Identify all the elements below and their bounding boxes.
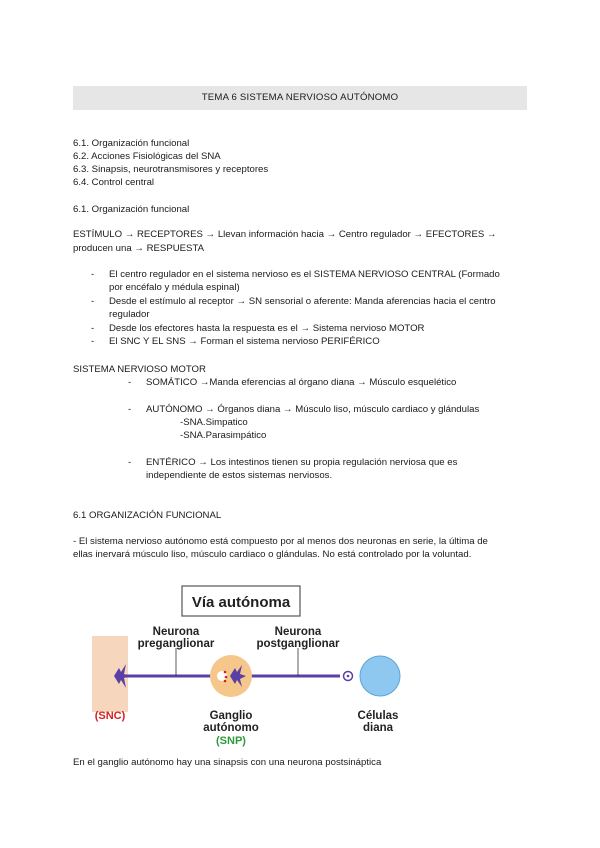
target-label-1: Células: [357, 710, 399, 722]
bullet-marker: -: [91, 296, 95, 307]
title-bar: [73, 86, 527, 110]
motor-enteric-line-1: ENTÉRICO → Los intestinos tienen su propia regulación nerviosa que es: [146, 457, 458, 468]
target-terminal-dot: [347, 675, 350, 678]
bullet-1-line-2: por encéfalo y médula espinal): [109, 282, 240, 293]
bullet-marker: -: [128, 457, 132, 468]
bullet-marker: -: [91, 323, 95, 334]
diagram-caption: En el ganglio autónomo hay una sinapsis con una neurona postsináptica: [73, 757, 382, 768]
snc-label: (SNC): [94, 710, 126, 722]
target-cell: [360, 656, 400, 696]
paragraph-line-1: - El sistema nervioso autónomo está compuesto por al menos dos neuronas en serie, la última de: [73, 536, 488, 547]
bullet-3-line-1: Desde los efectores hasta la respuesta es el → Sistema nervioso MOTOR: [109, 323, 425, 334]
post-label-1: Neurona: [274, 626, 322, 638]
ganglion-dot: [224, 671, 227, 674]
toc-item-2: 6.2. Acciones Fisiológicas del SNA: [73, 151, 221, 162]
motor-heading: SISTEMA NERVIOSO MOTOR: [73, 364, 206, 375]
toc-item-4: 6.4. Control central: [73, 177, 155, 188]
motor-somatic: SOMÁTICO →Manda eferencias al órgano diana → Músculo esquelético: [146, 377, 457, 388]
autonomic-pathway-diagram: [92, 578, 418, 756]
motor-sympathetic: -SNA.Simpatico: [180, 417, 248, 428]
bullet-4-line-1: El SNC Y EL SNS → Forman el sistema nervioso PERIFÉRICO: [109, 336, 380, 347]
bullet-2-line-2: regulador: [109, 309, 150, 320]
motor-autonomic: AUTÓNOMO → Órganos diana → Músculo liso, músculo cardiaco y glándulas: [146, 404, 480, 415]
ganglion-dot: [224, 680, 227, 683]
pre-label-1: Neurona: [152, 626, 200, 638]
page-title: TEMA 6 SISTEMA NERVIOSO AUTÓNOMO: [201, 92, 399, 103]
ganglion-label-1: Ganglio: [209, 710, 253, 722]
section2-heading: 6.1 ORGANIZACIÓN FUNCIONAL: [73, 510, 222, 521]
toc-item-1: 6.1. Organización funcional: [73, 138, 190, 149]
bullet-2-line-1: Desde el estímulo al receptor → SN sensorial o aferente: Manda aferencias hacia el centro: [109, 296, 496, 307]
stimulus-line-1: ESTÍMULO → RECEPTORES → Llevan información hacia → Centro regulador → EFECTORES →: [73, 229, 497, 240]
snp-label: (SNP): [216, 735, 246, 747]
bullet-marker: -: [91, 336, 95, 347]
ganglion-dot: [225, 676, 228, 679]
bullet-marker: -: [91, 269, 95, 280]
motor-enteric-line-2: independiente de estos sistemas nerviosos.: [146, 470, 333, 481]
bullet-marker: -: [128, 404, 132, 415]
bullet-1-line-1: El centro regulador en el sistema nervioso es el SISTEMA NERVIOSO CENTRAL (Formado: [109, 269, 500, 280]
ganglion-label-2: autónomo: [203, 722, 259, 734]
target-label-2: diana: [362, 722, 394, 734]
diagram-title: Vía autónoma: [191, 594, 291, 611]
stimulus-line-2: producen una → RESPUESTA: [73, 243, 205, 254]
section1-heading: 6.1. Organización funcional: [73, 204, 190, 215]
motor-parasympathetic: -SNA.Parasimpático: [180, 430, 267, 441]
toc-item-3: 6.3. Sinapsis, neurotransmisores y receptores: [73, 164, 269, 175]
post-label-2: postganglionar: [256, 638, 340, 650]
paragraph-line-2: ellas inervará músculo liso, músculo cardiaco o glándulas. No está controlado por la voluntad.: [73, 549, 472, 560]
pre-label-2: preganglionar: [137, 638, 215, 650]
bullet-marker: -: [128, 377, 132, 388]
